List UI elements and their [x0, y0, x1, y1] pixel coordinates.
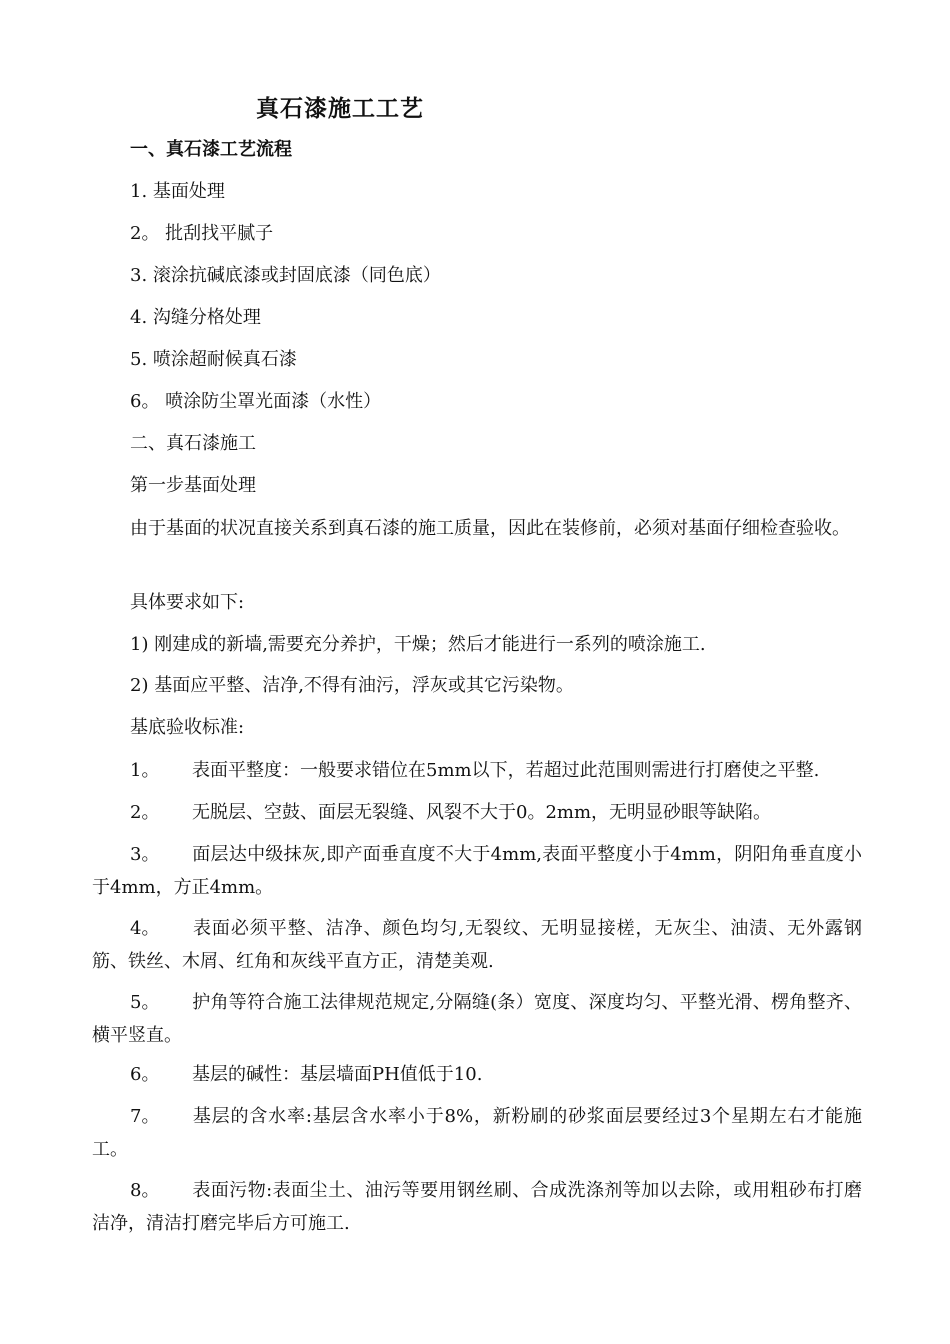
standard-number: 7。 — [130, 1106, 160, 1127]
process-step: 5. 喷涂超耐候真石漆 — [130, 349, 297, 370]
standard-text: 表面平整度：一般要求错位在5mm以下，若超过此范围则需进行打磨使之平整. — [192, 760, 820, 781]
standard-item — [92, 838, 862, 904]
document-title: 真石漆施工工艺 — [256, 95, 424, 122]
standard-item — [92, 912, 862, 978]
standard-text: 面层达中级抹灰,即产面垂直度不大于4mm,表面平整度小于4mm，阴阳角垂直度小于4mm，方正4mm。 — [92, 844, 862, 898]
standard-number: 4。 — [130, 918, 160, 939]
standard-item — [92, 986, 862, 1052]
standards-heading: 基底验收标准: — [130, 717, 245, 738]
standard-number: 6。 — [130, 1064, 160, 1085]
standard-number: 3。 — [130, 844, 160, 865]
standard-item — [92, 1100, 862, 1166]
standard-text: 表面必须平整、洁净、颜色均匀,无裂纹、无明显接槎，无灰尘、油渍、无外露钢筋、铁丝、木屑、红角和灰线平直方正，清楚美观. — [92, 918, 862, 972]
section2-heading: 二、真石漆施工 — [130, 433, 256, 454]
step1-heading: 第一步基面处理 — [130, 475, 256, 496]
standard-number: 1。 — [130, 760, 160, 781]
standard-text: 表面污物:表面尘土、油污等要用钢丝刷、合成洗涤剂等加以去除，或用粗砂布打磨洁净，清洁打磨完毕后方可施工. — [92, 1180, 862, 1234]
standard-item — [92, 754, 862, 787]
intro-paragraph: 由于基面的状况直接关系到真石漆的施工质量，因此在装修前，必须对基面仔细检查验收。 — [130, 518, 850, 539]
process-step: 1. 基面处理 — [130, 181, 225, 202]
standard-item — [92, 1058, 862, 1091]
process-step: 3. 滚涂抗碱底漆或封固底漆（同色底） — [130, 265, 441, 286]
standard-item — [92, 796, 862, 829]
section1-heading: 一、真石漆工艺流程 — [130, 139, 292, 160]
requirement-item: 2) 基面应平整、洁净,不得有油污，浮灰或其它污染物。 — [130, 675, 574, 696]
requirements-heading: 具体要求如下: — [130, 592, 245, 613]
standard-text: 基层的含水率:基层含水率小于8%，新粉刷的砂浆面层要经过3个星期左右才能施工。 — [92, 1106, 862, 1160]
process-step: 2。 批刮找平腻子 — [130, 223, 274, 244]
standard-item — [92, 1174, 862, 1240]
standard-number: 5。 — [130, 992, 160, 1013]
standard-text: 基层的碱性：基层墙面PH值低于10. — [192, 1064, 483, 1085]
standard-number: 2。 — [130, 802, 160, 823]
process-step: 4. 沟缝分格处理 — [130, 307, 261, 328]
standard-text: 无脱层、空鼓、面层无裂缝、风裂不大于0。2mm，无明显砂眼等缺陷。 — [192, 802, 772, 823]
requirement-item: 1) 刚建成的新墙,需要充分养护，干燥；然后才能进行一系列的喷涂施工. — [130, 634, 706, 655]
process-step: 6。 喷涂防尘罩光面漆（水性） — [130, 391, 382, 412]
standard-text: 护角等符合施工法律规范规定,分隔缝(条）宽度、深度均匀、平整光滑、楞角整齐、横平竖直。 — [92, 992, 862, 1046]
standard-number: 8。 — [130, 1180, 160, 1201]
